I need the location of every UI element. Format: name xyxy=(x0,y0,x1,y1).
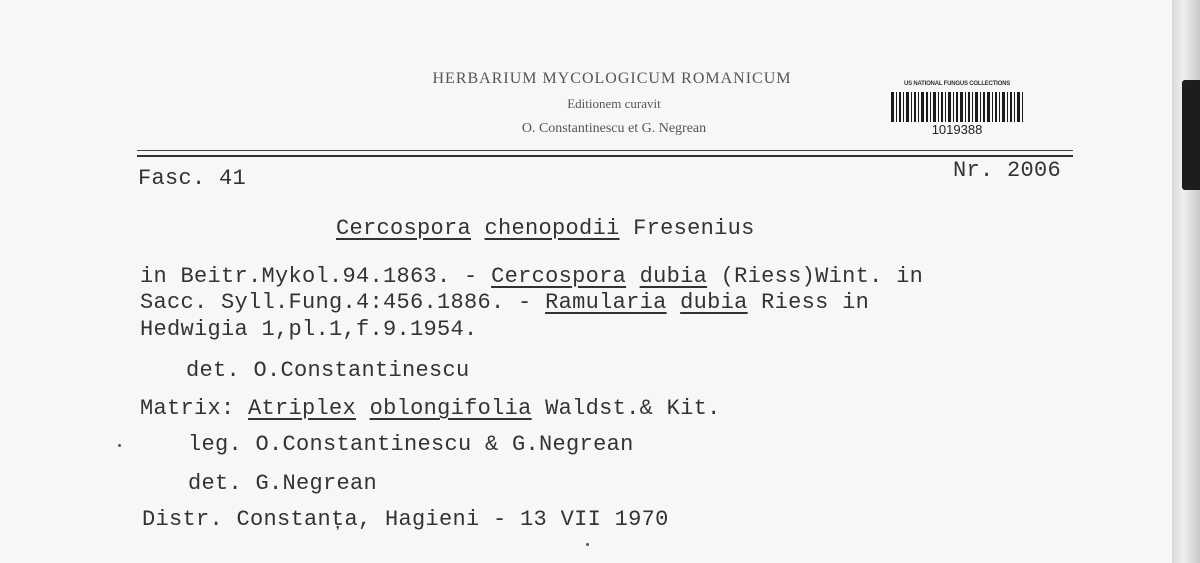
citation-line-1 xyxy=(140,264,923,289)
synonym-author: (Riess)Wint. in xyxy=(720,264,924,289)
synonym-epithet: dubia xyxy=(680,290,748,315)
barcode-number: 1019388 xyxy=(931,122,983,137)
species-author: Fresenius xyxy=(633,216,755,241)
fascicle-number: Fasc. 41 xyxy=(138,166,247,191)
header-rule-thick xyxy=(137,155,1073,157)
synonym-author: Riess in xyxy=(761,290,870,315)
header-rule xyxy=(137,150,1073,151)
collector: leg. O.Constantinescu & G.Negrean xyxy=(188,432,634,457)
matrix-label: Matrix: xyxy=(140,396,235,421)
citation-text: Sacc. Syll.Fung.4:456.1886. - xyxy=(140,290,546,315)
host-epithet: oblongifolia xyxy=(369,396,532,421)
barcode-icon xyxy=(891,92,1023,122)
species-epithet: chenopodii xyxy=(484,216,620,241)
determiner-1: det. O.Constantinescu xyxy=(186,358,470,383)
synonym-genus: Ramularia xyxy=(545,290,667,315)
collection-subtitle: Editionem curavit xyxy=(567,96,661,111)
host-author: Waldst.& Kit. xyxy=(545,396,721,421)
sheet-clip xyxy=(1182,80,1200,190)
citation-line-2 xyxy=(140,290,869,315)
paper-speck xyxy=(586,543,589,546)
collection-editors: O. Constantinescu et G. Negrean xyxy=(521,121,707,136)
species-name xyxy=(336,216,755,241)
citation-text: in Beitr.Mykol.94.1863. - xyxy=(140,264,492,289)
determiner-2: det. G.Negrean xyxy=(188,471,378,496)
barcode-collection-label: US NATIONAL FUNGUS COLLECTIONS xyxy=(903,81,1011,87)
paper-speck xyxy=(118,444,121,447)
collection-title: HERBARIUM MYCOLOGICUM ROMANICUM xyxy=(432,70,792,87)
synonym-epithet: dubia xyxy=(639,264,708,289)
host-genus: Atriplex xyxy=(248,396,357,421)
citation-line-3: Hedwigia 1,pl.1,f.9.1954. xyxy=(140,317,478,342)
distribution: Distr. Constanța, Hagieni - 13 VII 1970 xyxy=(142,507,669,532)
matrix-line xyxy=(140,396,721,421)
synonym-genus: Cercospora xyxy=(491,264,627,289)
specimen-number: Nr. 2006 xyxy=(953,158,1062,183)
species-genus: Cercospora xyxy=(336,216,472,241)
